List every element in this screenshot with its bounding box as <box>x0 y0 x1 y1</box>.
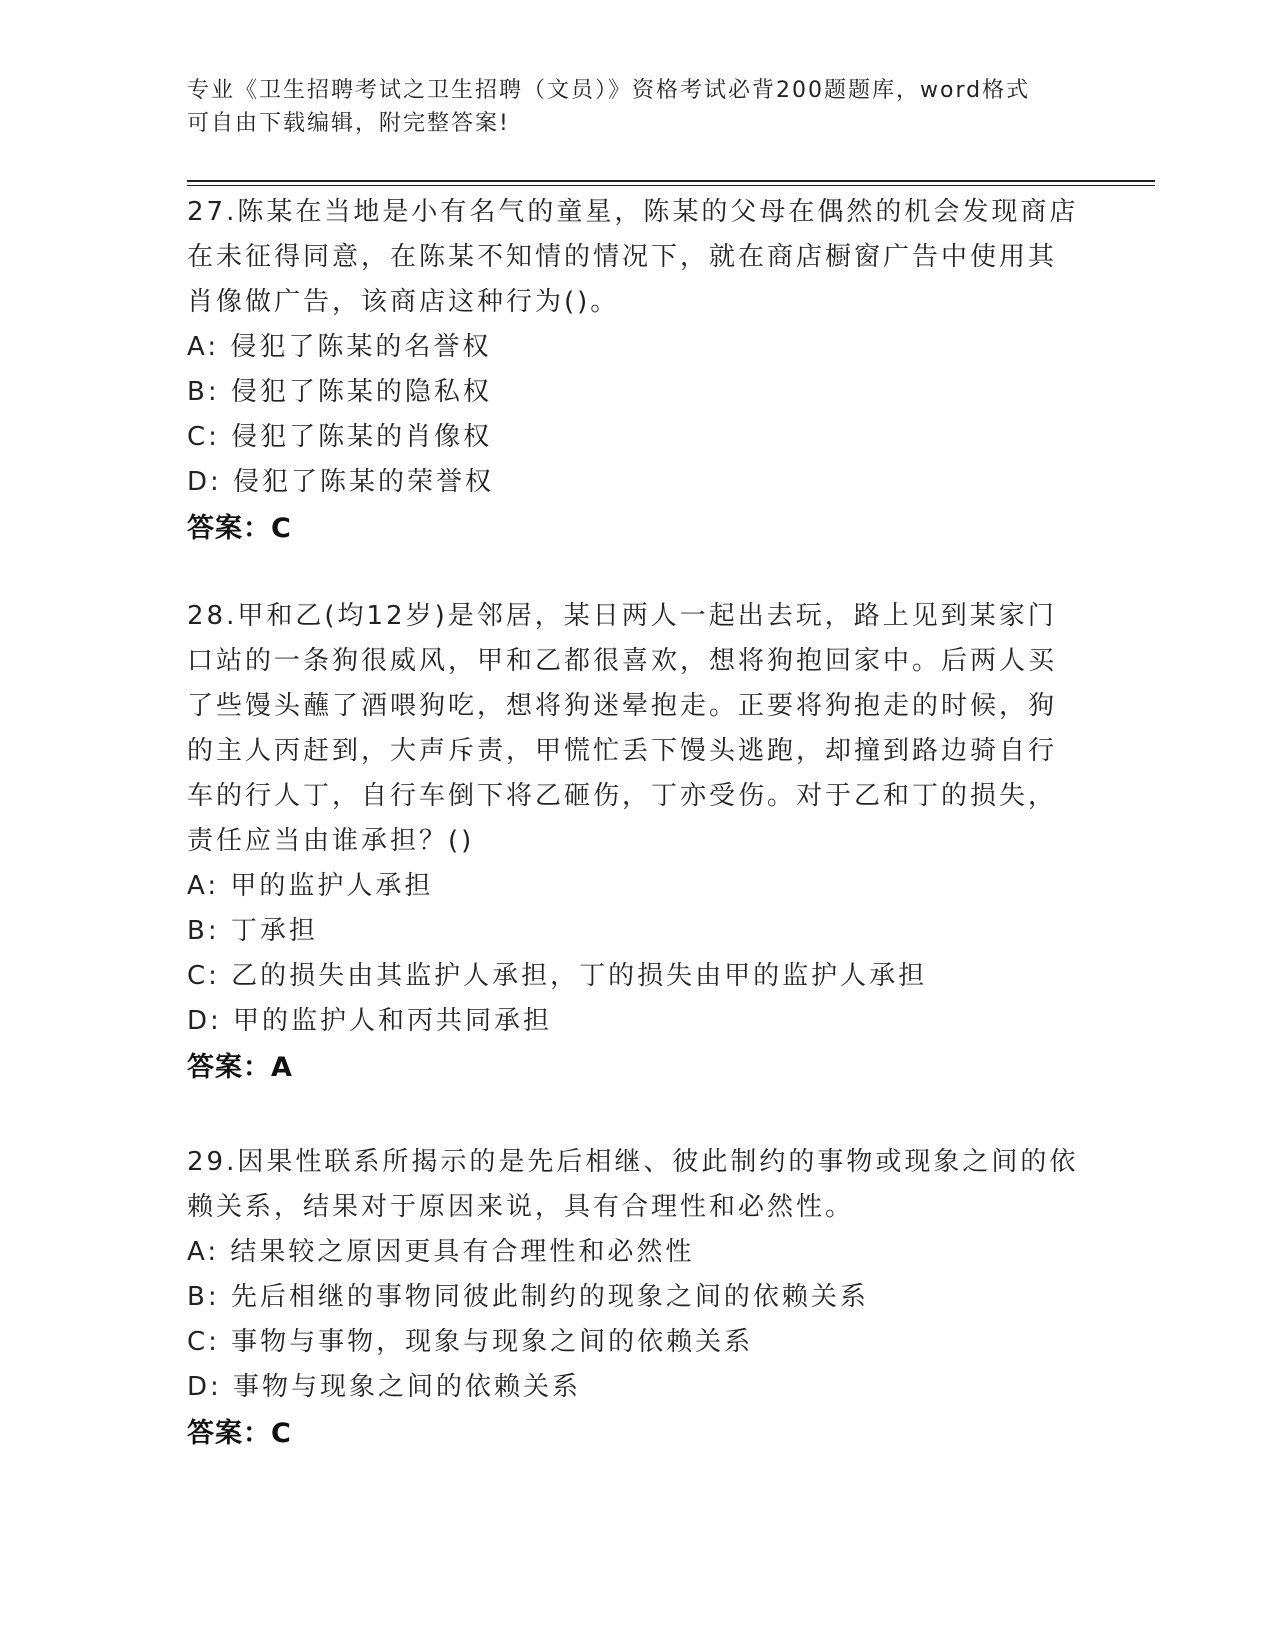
question-27 <box>187 190 1087 552</box>
option-d: D: 侵犯了陈某的荣誉权 <box>187 467 495 497</box>
question-stem-line: 口站的一条狗很威风，甲和乙都很喜欢，想将狗抱回家中。后两人买 <box>187 646 1058 676</box>
option-d: D: 甲的监护人和丙共同承担 <box>187 1006 553 1036</box>
question-28 <box>187 594 1087 1091</box>
question-stem <box>187 1140 1087 1230</box>
header-title-line-1: 专业《卫生招聘考试之卫生招聘（文员）》资格考试必背200题题库，word格式 <box>187 78 1031 103</box>
question-stem-line: 28.甲和乙(均12岁)是邻居，某日两人一起出去玩，路上见到某家门 <box>187 601 1057 631</box>
header-divider-thin <box>187 185 1155 186</box>
option-d: D: 事物与现象之间的依赖关系 <box>187 1372 582 1402</box>
question-stem-line: 27.陈某在当地是小有名气的童星，陈某的父母在偶然的机会发现商店 <box>187 197 1079 227</box>
question-stem-line: 29.因果性联系所揭示的是先后相继、彼此制约的事物或现象之间的依 <box>187 1147 1079 1177</box>
option-b: B: 先后相继的事物同彼此制约的现象之间的依赖关系 <box>187 1282 869 1312</box>
question-stem-line: 赖关系，结果对于原因来说，具有合理性和必然性。 <box>187 1192 855 1222</box>
answer-line: 答案：C <box>187 1418 292 1449</box>
question-stem-line: 车的行人丁，自行车倒下将乙砸伤，丁亦受伤。对于乙和丁的损失， <box>187 781 1058 811</box>
question-stem-line: 了些馒头蘸了酒喂狗吃，想将狗迷晕抱走。正要将狗抱走的时候，狗 <box>187 691 1058 721</box>
option-b: B: 侵犯了陈某的隐私权 <box>187 377 492 407</box>
option-c: C: 乙的损失由其监护人承担，丁的损失由甲的监护人承担 <box>187 961 928 991</box>
option-a: A: 侵犯了陈某的名誉权 <box>187 332 492 362</box>
option-a: A: 甲的监护人承担 <box>187 871 434 901</box>
question-29 <box>187 1140 1087 1457</box>
question-stem-line: 的主人丙赶到，大声斥责，甲慌忙丢下馒头逃跑，却撞到路边骑自行 <box>187 736 1058 766</box>
option-c: C: 事物与事物，现象与现象之间的依赖关系 <box>187 1327 754 1357</box>
option-c: C: 侵犯了陈某的肖像权 <box>187 422 493 452</box>
option-a: A: 结果较之原因更具有合理性和必然性 <box>187 1237 695 1267</box>
header-divider-thick <box>187 180 1155 182</box>
question-stem-line: 肖像做广告，该商店这种行为()。 <box>187 287 620 317</box>
header-title-line-2: 可自由下载编辑，附完整答案! <box>187 111 510 136</box>
question-stem <box>187 190 1087 325</box>
document-header <box>187 74 1067 140</box>
question-stem-line: 责任应当由谁承担？() <box>187 826 475 856</box>
question-stem-line: 在未征得同意，在陈某不知情的情况下，就在商店橱窗广告中使用其 <box>187 242 1058 272</box>
question-stem <box>187 594 1087 864</box>
answer-line: 答案：C <box>187 513 292 544</box>
option-b: B: 丁承担 <box>187 916 318 946</box>
answer-line: 答案：A <box>187 1052 293 1083</box>
